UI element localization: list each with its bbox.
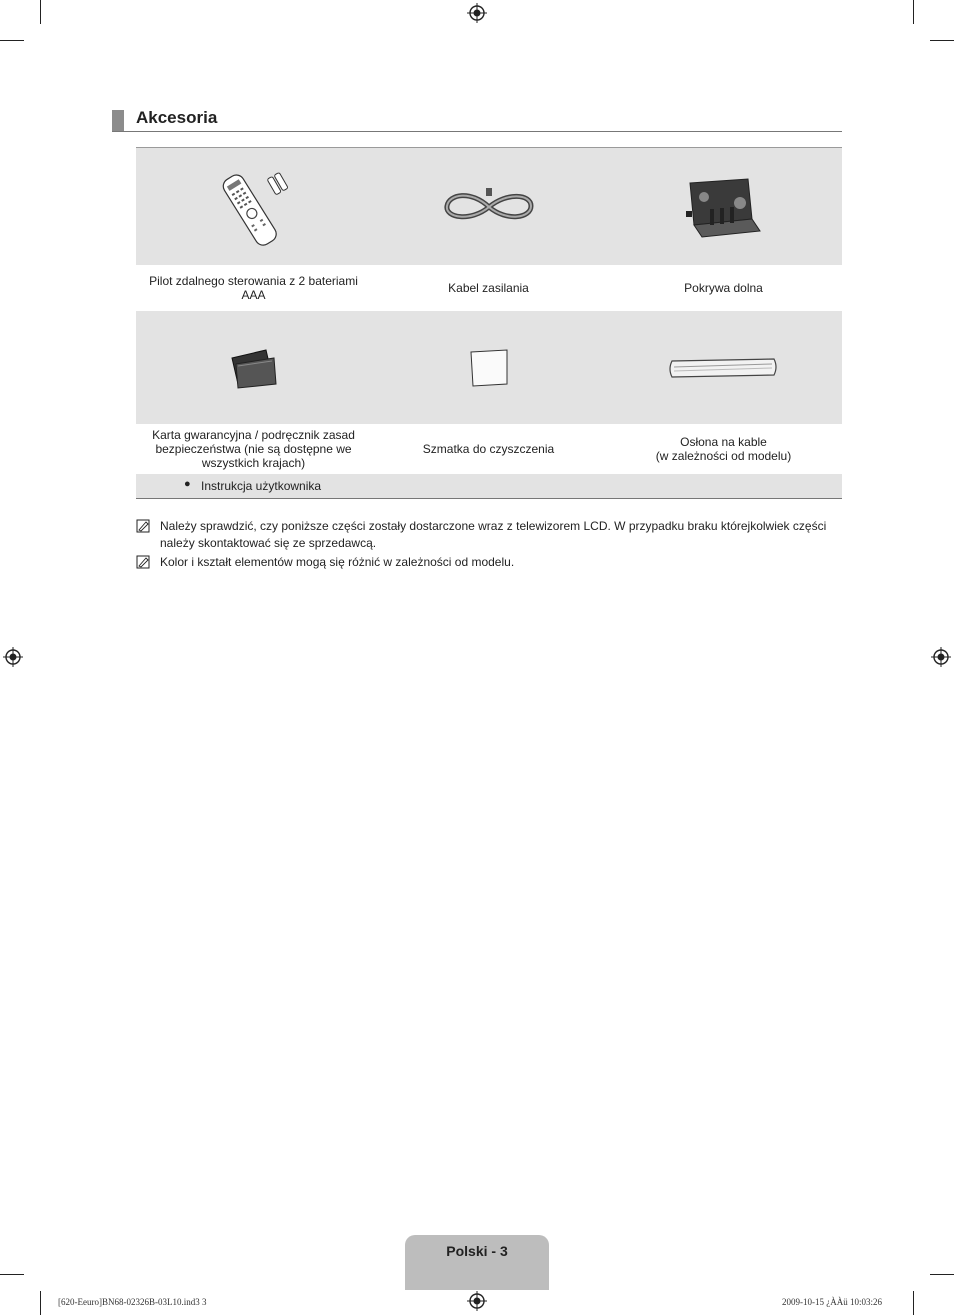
accessory-image-cell	[606, 148, 841, 265]
crop-mark	[913, 0, 914, 24]
accessories-caption-row	[136, 264, 842, 311]
section-marker	[112, 110, 124, 132]
print-timestamp: 2009-10-15 ¿ÀÀü 10:03:26	[782, 1297, 882, 1307]
accessory-label: Kabel zasilania	[448, 280, 529, 295]
accessory-image-cell	[136, 148, 371, 265]
cable-cover-icon	[668, 355, 780, 381]
crop-mark	[0, 1274, 24, 1275]
remote-control-icon	[209, 162, 299, 252]
cleaning-cloth-icon	[467, 348, 511, 388]
accessory-caption	[371, 264, 606, 311]
power-cable-icon	[441, 182, 537, 232]
accessories-caption-row	[136, 424, 842, 474]
section-rule	[112, 131, 842, 132]
accessory-caption	[606, 424, 841, 474]
note-icon	[136, 555, 150, 569]
file-info: [620-Eeuro]BN68-02326B-03L10.ind3 3	[58, 1297, 207, 1307]
extra-item-label: Instrukcja użytkownika	[201, 479, 322, 493]
accessory-label: Karta gwarancyjna / podręcznik zasad bezpieczeństwa (nie są dostępne we wszystkich krajach)	[152, 428, 355, 470]
crop-mark	[40, 0, 41, 24]
crop-mark	[40, 1291, 41, 1315]
crop-mark	[930, 1274, 954, 1275]
accessory-caption	[371, 424, 606, 474]
registration-mark-icon	[467, 1291, 487, 1311]
crop-mark	[913, 1291, 914, 1315]
crop-mark	[0, 40, 24, 41]
registration-mark-icon	[931, 647, 951, 667]
note	[136, 518, 850, 554]
warranty-card-icon	[226, 346, 282, 390]
accessories-image-row	[136, 147, 842, 265]
accessory-label: Osłona na kable (w zależności od modelu)	[655, 435, 792, 463]
accessory-image-cell	[371, 311, 606, 424]
accessory-image-cell	[606, 311, 841, 424]
accessories-image-row	[136, 311, 842, 424]
accessory-caption	[136, 424, 371, 474]
registration-mark-icon	[3, 647, 23, 667]
bullet-icon: ●	[184, 478, 191, 490]
note-text: Należy sprawdzić, czy poniższe części zostały dostarczone wraz z telewizorem LCD. W przypadku braku którejkolwiek części należy skontaktować się ze sprzedawcą.	[160, 519, 827, 550]
accessory-image-cell	[136, 311, 371, 424]
crop-mark	[930, 40, 954, 41]
extra-item-row	[136, 474, 842, 499]
note-icon	[136, 519, 150, 533]
bottom-cover-icon	[682, 175, 766, 239]
note	[136, 554, 850, 572]
accessory-label: Pokrywa dolna	[684, 280, 763, 295]
note-text: Kolor i kształt elementów mogą się różnić w zależności od modelu.	[160, 555, 515, 569]
page-number: Polski - 3	[446, 1243, 508, 1259]
accessory-label: Pilot zdalnego sterowania z 2 bateriami AAA	[149, 273, 358, 302]
accessory-caption	[136, 264, 371, 311]
registration-mark-icon	[467, 3, 487, 23]
accessory-caption	[606, 264, 841, 311]
section-title: Akcesoria	[136, 108, 218, 127]
accessory-label: Szmatka do czyszczenia	[422, 442, 555, 456]
accessory-image-cell	[371, 148, 606, 265]
